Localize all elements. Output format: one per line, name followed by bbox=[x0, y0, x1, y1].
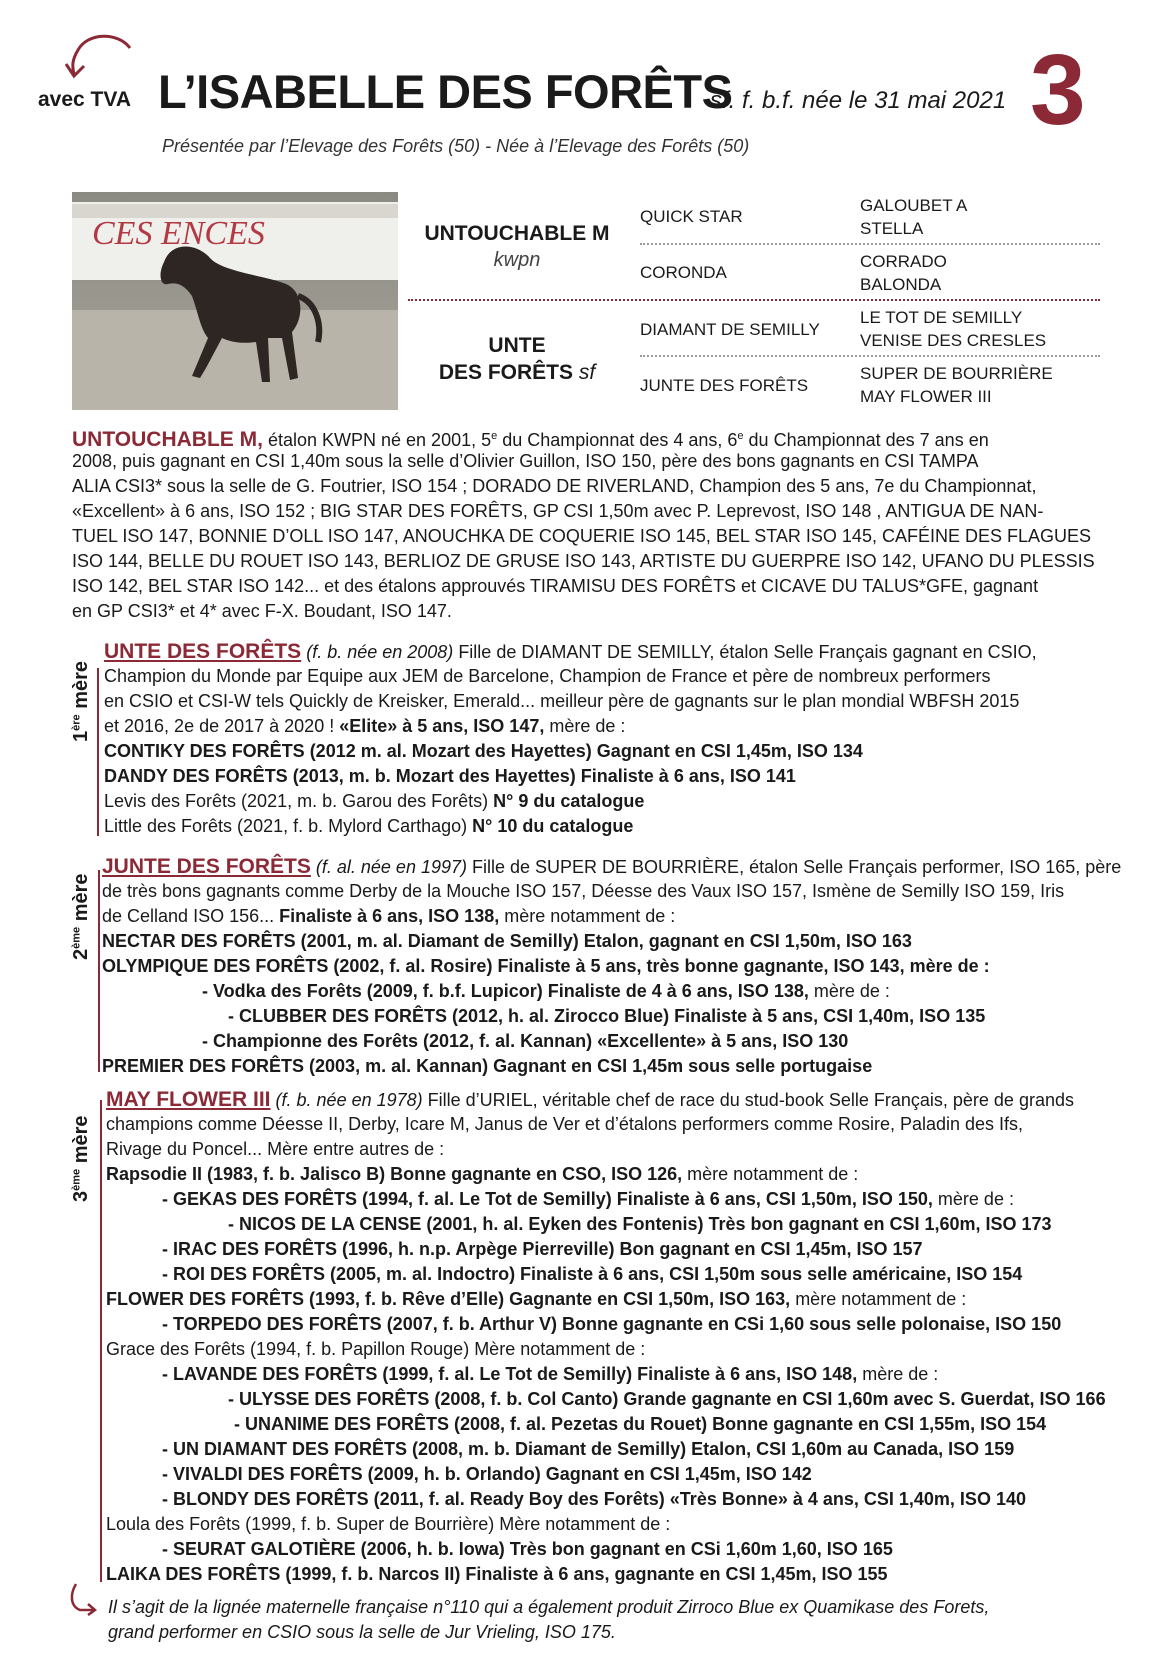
dam3-line: FLOWER DES FORÊTS (1993, f. b. Rêve d’Elle) Gagnante en CSI 1,50m, ISO 163, mère notamment de : bbox=[106, 1289, 967, 1309]
sire-heading: UNTOUCHABLE M, bbox=[72, 428, 263, 451]
page-title: L’ISABELLE DES FORÊTS bbox=[158, 65, 733, 118]
dam2-line: OLYMPIQUE DES FORÊTS (2002, f. al. Rosire) Finaliste à 5 ans, très bonne gagnante, ISO 143, mère de : bbox=[102, 956, 990, 976]
dam3-line: Grace des Forêts (1994, f. b. Papillon Rouge) Mère notamment de : bbox=[106, 1339, 646, 1359]
pedigree-ggp-2: STELLA bbox=[860, 219, 924, 238]
dam1-label: 1ère mère bbox=[70, 660, 92, 742]
dam3-line: MAY FLOWER III (f. b. née en 1978) Fille d’URIEL, véritable chef de race du stud-book Selle Français, père de grands bbox=[106, 1088, 1074, 1111]
dam1-line: Champion du Monde par Equipe aux JEM de Barcelone, Champion de France et père de nombreux performers bbox=[104, 666, 991, 686]
pedigree-gp-1: QUICK STAR bbox=[640, 207, 743, 226]
sire-para-line: ISO 142, BEL STAR ISO 142... et des étalons approuvés TIRAMISU DES FORÊTS et CICAVE DU TALUS*GFE, gagnant bbox=[72, 576, 1039, 596]
dam1-line: UNTE DES FORÊTS (f. b. née en 2008) Fille de DIAMANT DE SEMILLY, étalon Selle Français gagnant en CSIO, bbox=[104, 640, 1037, 663]
sire-para-line: UNTOUCHABLE M, étalon KWPN né en 2001, 5e du Championnat des 4 ans, 6e du Championnat des 7 ans en bbox=[72, 428, 989, 451]
pedigree-dam bbox=[422, 332, 612, 386]
pedigree-sire: UNTOUCHABLE M bbox=[424, 222, 610, 245]
pedigree-dam-line1: UNTE bbox=[488, 334, 546, 357]
lot-number: 3 bbox=[1030, 34, 1086, 146]
dam3-line: Rapsodie II (1983, f. b. Jalisco B) Bonne gagnante en CSO, ISO 126, mère notamment de : bbox=[106, 1164, 859, 1184]
pedigree-gp-4: JUNTE DES FORÊTS bbox=[640, 376, 809, 395]
dam2-line: NECTAR DES FORÊTS (2001, m. al. Diamant de Semilly) Etalon, gagnant en CSI 1,50m, ISO 163 bbox=[102, 931, 912, 951]
sire-para-line: 2008, puis gagnant en CSI 1,40m sous la selle d’Olivier Guillon, ISO 150, père des bons gagnants en CSI TAMPA bbox=[72, 451, 979, 471]
sire-para-line: ALIA CSI3* sous la selle de G. Foutrier, ISO 154 ; DORADO DE RIVERLAND, Champion des 5 ans, 7e du Championnat, bbox=[72, 476, 1037, 496]
dam3-label: 3ème mère bbox=[70, 1115, 92, 1202]
dam3-line: - IRAC DES FORÊTS (1996, h. n.p. Arpège Pierreville) Bon gagnant en CSI 1,45m, ISO 157 bbox=[162, 1239, 923, 1259]
dam2-line: de très bons gagnants comme Derby de la Mouche ISO 157, Déesse des Vaux ISO 157, Ismène de Semilly ISO 159, Iris bbox=[102, 881, 1065, 901]
dam3-line: - ULYSSE DES FORÊTS (2008, f. b. Col Canto) Grande gagnante en CSI 1,60m avec S. Guerdat, ISO 166 bbox=[228, 1389, 1106, 1409]
pedigree-divider bbox=[640, 243, 1100, 245]
pedigree-ggp-6: VENISE DES CRESLES bbox=[860, 331, 1047, 350]
pedigree-dam-studbook: sf bbox=[578, 361, 596, 384]
sire-para-line: TUEL ISO 147, BONNIE D’OLL ISO 147, ANOUCHKA DE COQUERIE ISO 145, BEL STAR ISO 145, CAFÉINE DES FLAGUES bbox=[72, 526, 1092, 546]
dam3-line: - BLONDY DES FORÊTS (2011, f. al. Ready Boy des Forêts) «Très Bonne» à 4 ans, CSI 1,40m, ISO 140 bbox=[162, 1489, 1026, 1509]
pedigree-sire-studbook: kwpn bbox=[493, 249, 541, 271]
horse-photo bbox=[72, 192, 398, 410]
pedigree-ggp-7: SUPER DE BOURRIÈRE bbox=[860, 364, 1053, 383]
dam1-line: et 2016, 2e de 2017 à 2020 ! «Elite» à 5 ans, ISO 147, mère de : bbox=[104, 716, 626, 736]
dam1-line: CONTIKY DES FORÊTS (2012 m. al. Mozart des Hayettes) Gagnant en CSI 1,45m, ISO 134 bbox=[104, 741, 863, 761]
pedigree-ggp-8: MAY FLOWER III bbox=[860, 387, 992, 406]
dam2-line: - Vodka des Forêts (2009, f. b.f. Lupicor) Finaliste de 4 à 6 ans, ISO 138, mère de : bbox=[202, 981, 890, 1001]
footnote-line: grand performer en CSIO sous la selle de Jur Vrieling, ISO 175. bbox=[108, 1622, 616, 1642]
dam3-line: - VIVALDI DES FORÊTS (2009, h. b. Orlando) Gagnant en CSI 1,45m, ISO 142 bbox=[162, 1464, 812, 1484]
dam3-line: - UNANIME DES FORÊTS (2008, f. al. Pezetas du Rouet) Bonne gagnante en CSI 1,55m, ISO 154 bbox=[234, 1414, 1047, 1434]
sire-para-line: en GP CSI3* et 4* avec F-X. Boudant, ISO 147. bbox=[72, 601, 452, 621]
sire-para-line: ISO 144, BELLE DU ROUET ISO 143, BERLIOZ DE GRUSE ISO 143, ARTISTE DU GUERPRE ISO 142, UFANO DU PLESSIS bbox=[72, 551, 1095, 571]
dam3-bracket bbox=[100, 1100, 102, 1582]
dam3-line: - GEKAS DES FORÊTS (1994, f. al. Le Tot de Semilly) Finaliste à 6 ans, CSI 1,50m, ISO 150, mère de : bbox=[162, 1189, 1014, 1209]
dam2-heading: JUNTE DES FORÊTS bbox=[102, 855, 311, 878]
presented-by: Présentée par l’Elevage des Forêts (50) - Née à l’Elevage des Forêts (50) bbox=[162, 136, 750, 156]
dam3-line: LAIKA DES FORÊTS (1999, f. b. Narcos II) Finaliste à 6 ans, gagnante en CSI 1,45m, ISO 155 bbox=[106, 1564, 888, 1584]
pedigree-ggp-5: LE TOT DE SEMILLY bbox=[860, 308, 1023, 327]
dam3-line: Rivage du Poncel... Mère entre autres de : bbox=[106, 1139, 445, 1159]
dam2-bracket bbox=[98, 870, 100, 1072]
pedigree-ggp-3: CORRADO bbox=[860, 252, 947, 271]
dam3-line: - LAVANDE DES FORÊTS (1999, f. al. Le Tot de Semilly) Finaliste à 6 ans, ISO 148, mère de : bbox=[162, 1364, 939, 1384]
dam3-line: - ROI DES FORÊTS (2005, m. al. Indoctro) Finaliste à 6 ans, CSI 1,50m sous selle américaine, ISO 154 bbox=[162, 1264, 1023, 1284]
dam2-line: - Championne des Forêts (2012, f. al. Kannan) «Excellente» à 5 ans, ISO 130 bbox=[202, 1031, 849, 1051]
dam1-bracket bbox=[97, 668, 99, 836]
curved-arrow-icon bbox=[60, 30, 140, 85]
dam3-line: Loula des Forêts (1999, f. b. Super de Bourrière) Mère notamment de : bbox=[106, 1514, 671, 1534]
pedigree-gp-2: CORONDA bbox=[640, 263, 727, 282]
tva-label: avec TVA bbox=[38, 88, 131, 111]
dam3-heading: MAY FLOWER III bbox=[106, 1088, 271, 1111]
horse-subtitle: sf. f. b.f. née le 31 mai 2021 bbox=[710, 87, 1007, 114]
dam2-line: JUNTE DES FORÊTS (f. al. née en 1997) Fille de SUPER DE BOURRIÈRE, étalon Selle Français performer, ISO 165, père bbox=[102, 855, 1122, 878]
footnote-arrow-icon bbox=[68, 1582, 98, 1616]
dam1-line: Little des Forêts (2021, f. b. Mylord Carthago) N° 10 du catalogue bbox=[104, 816, 634, 836]
pedigree-divider bbox=[640, 355, 1100, 357]
pedigree-ggp-4: BALONDA bbox=[860, 275, 942, 294]
dam3-line: champions comme Déesse II, Derby, Icare M, Janus de Ver et d’étalons performers comme Rosire, Paladin des Ifs, bbox=[106, 1114, 1024, 1134]
pedigree-dam-line2: DES FORÊTS bbox=[438, 361, 573, 384]
dam3-line: - TORPEDO DES FORÊTS (2007, f. b. Arthur V) Bonne gagnante en CSi 1,60 sous selle polonaise, ISO 150 bbox=[162, 1314, 1062, 1334]
dam1-line: DANDY DES FORÊTS (2013, m. b. Mozart des Hayettes) Finaliste à 6 ans, ISO 141 bbox=[104, 766, 796, 786]
dam3-line: - NICOS DE LA CENSE (2001, h. al. Eyken des Fontenis) Très bon gagnant en CSI 1,60m, ISO 173 bbox=[228, 1214, 1052, 1234]
dam2-line: de Celland ISO 156... Finaliste à 6 ans, ISO 138, mère notamment de : bbox=[102, 906, 676, 926]
sire-para-line: «Excellent» à 6 ans, ISO 152 ; BIG STAR DES FORÊTS, GP CSI 1,50m avec P. Leprevost, ISO 148 , ANTIGUA DE NAN- bbox=[72, 501, 1044, 521]
dam1-heading: UNTE DES FORÊTS bbox=[104, 640, 302, 663]
dam2-line: - CLUBBER DES FORÊTS (2012, h. al. Zirocco Blue) Finaliste à 5 ans, CSI 1,40m, ISO 135 bbox=[228, 1006, 986, 1026]
dam2-line: PREMIER DES FORÊTS (2003, m. al. Kannan) Gagnant en CSI 1,45m sous selle portugaise bbox=[102, 1056, 873, 1076]
dam1-line: Levis des Forêts (2021, m. b. Garou des Forêts) N° 9 du catalogue bbox=[104, 791, 645, 811]
dam1-line: en CSIO et CSI-W tels Quickly de Kreisker, Emerald... meilleur père de gagnants sur le plan mondial WBFSH 2015 bbox=[104, 691, 1020, 711]
pedigree-ggp-1: GALOUBET A bbox=[860, 196, 968, 215]
dam3-line: - SEURAT GALOTIÈRE (2006, h. b. Iowa) Très bon gagnant en CSi 1,60m 1,60, ISO 165 bbox=[162, 1539, 893, 1559]
pedigree-divider-main bbox=[408, 299, 1100, 301]
banner-text: CES ENCES bbox=[92, 215, 265, 252]
dam3-line: - UN DIAMANT DES FORÊTS (2008, m. b. Diamant de Semilly) Etalon, CSI 1,60m au Canada, ISO 159 bbox=[162, 1439, 1015, 1459]
dam2-label: 2ème mère bbox=[70, 873, 92, 960]
pedigree-gp-3: DIAMANT DE SEMILLY bbox=[640, 320, 820, 339]
footnote-line: Il s’agit de la lignée maternelle française n°110 qui a également produit Zirroco Blue ex Quamikase des Forets, bbox=[108, 1597, 990, 1617]
